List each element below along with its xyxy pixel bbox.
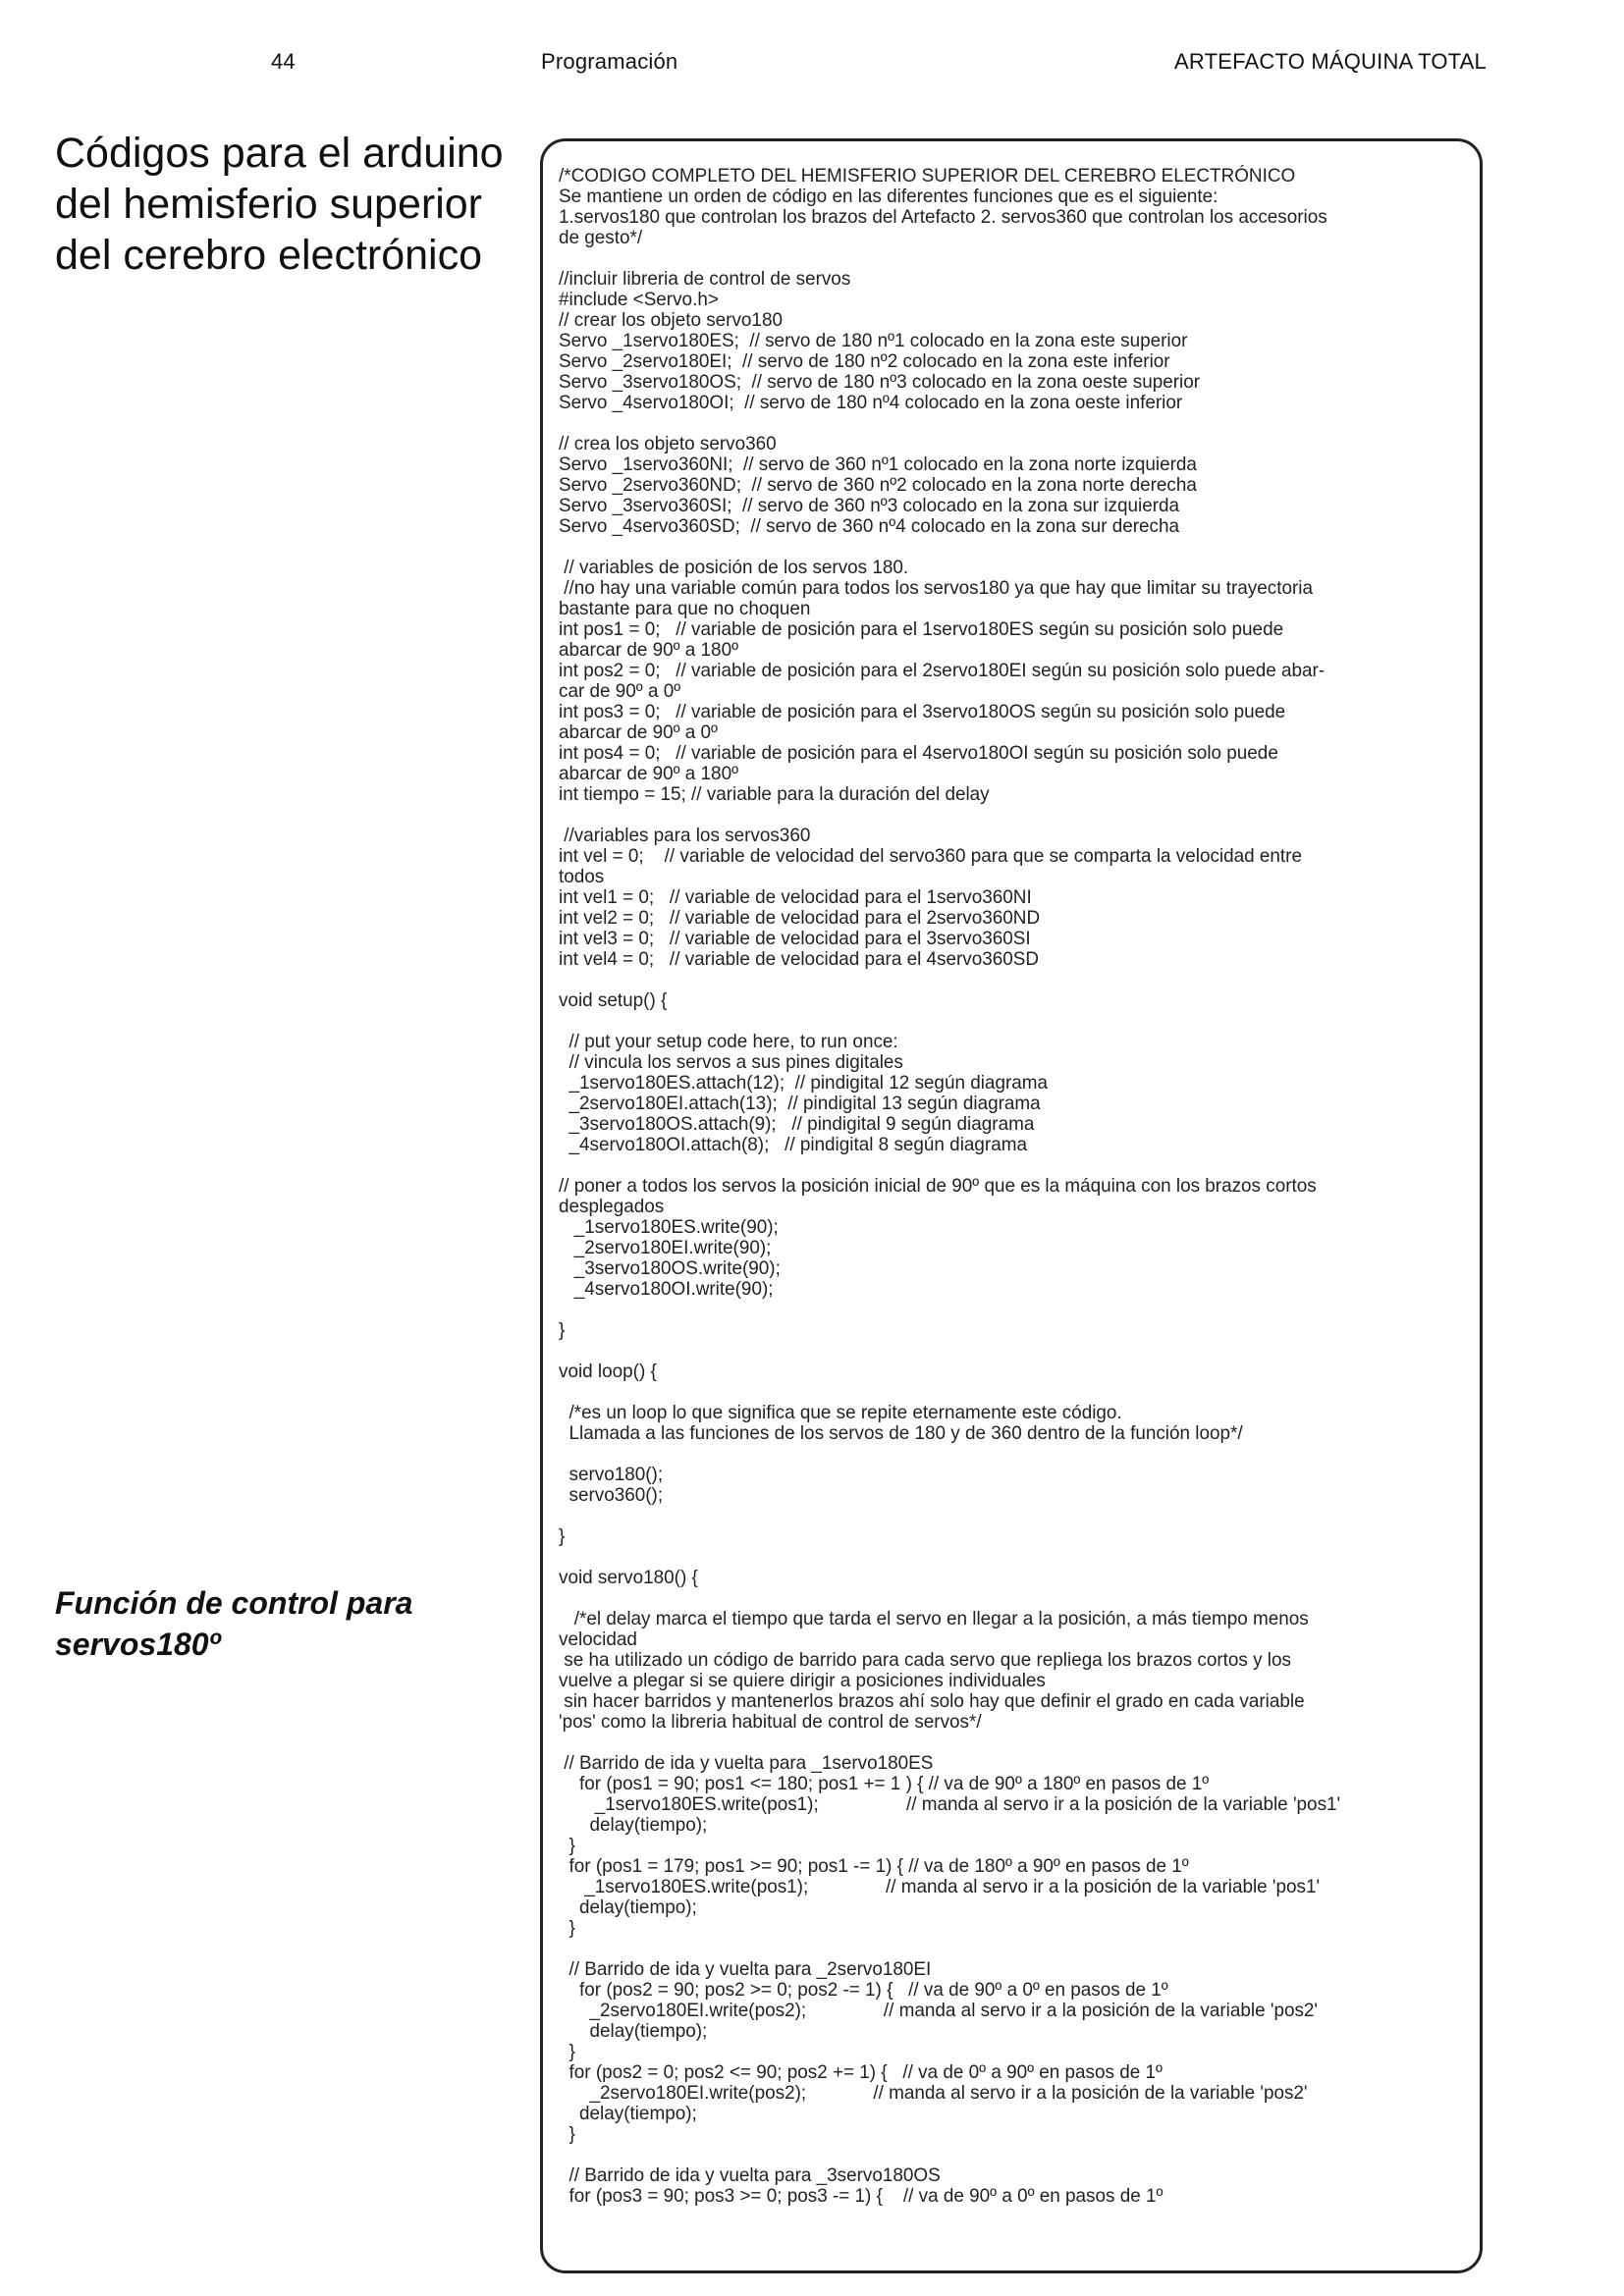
heading-line: del hemisferio superior bbox=[55, 181, 482, 228]
function-subheading bbox=[55, 1582, 448, 1665]
heading-line: del cerebro electrónico bbox=[55, 232, 483, 279]
section-name: Programación bbox=[541, 49, 678, 74]
subheading-line: Función de control para bbox=[55, 1585, 413, 1621]
heading-line: Códigos para el arduino bbox=[55, 130, 504, 177]
code-listing-box bbox=[540, 138, 1483, 2273]
subheading-line: servos180º bbox=[55, 1627, 221, 1662]
code-listing: /*CODIGO COMPLETO DEL HEMISFERIO SUPERIOR DEL CEREBRO ELECTRÓNICO Se mantiene un orden de código en las diferentes funciones que es el siguiente: 1.servos180 que controlan los brazos del Artefacto 2. servos360 que controlan los accesorios de gesto*/ //incluir libreria de control de servos #include <Servo.h> // crear los objeto servo180 Servo _1servo180ES; // servo de 180 nº1 colocado en la zona este superior Servo _2servo180EI; // servo de 180 nº2 colocado en la zona este inferior Servo _3servo180OS; // servo de 180 nº3 colocado en la zona oeste superior Servo _4servo180OI; // servo de 180 nº4 colocado en la zona oeste inferior // crea los objeto servo360 Servo _1servo360NI; // servo de 360 nº1 colocado en la zona norte izquierda Servo _2servo360ND; // servo de 360 nº2 colocado en la zona norte derecha Servo _3servo360SI; // servo de 360 nº3 colocado en la zona sur izquierda Servo _4servo360SD; // servo de 360 nº4 colocado en la zona sur derecha // variables de posición de los servos 180. //no hay una variable común para todos los servos180 ya que hay que limitar su trayectoria bastante para que no choquen int pos1 = 0; // variable de posición para el 1servo180ES según su posición solo puede abarcar de 90º a 180º int pos2 = 0; // variable de posición para el 2servo180EI según su posición solo puede abar- car de 90º a 0º int pos3 = 0; // variable de posición para el 3servo180OS según su posición solo puede abarcar de 90º a 0º int pos4 = 0; // variable de posición para el 4servo180OI según su posición solo puede abarcar de 90º a 180º int tiempo = 15; // variable para la duración del delay //variables para los servos360 int vel = 0; // variable de velocidad del servo360 para que se comparta la velocidad entre todos int vel1 = 0; // variable de velocidad para el 1servo360NI int vel2 = 0; // variable de velocidad para el 2servo360ND int vel3 = 0; // variable de velocidad para el 3servo360SI int vel4 = 0; // variable de velocidad para el 4servo360SD void setup() { // put your setup code here, to run once: // vincula los servos a sus pines digitales _1servo180ES.attach(12); // pindigital 12 según diagrama _2servo180EI.attach(13); // pindigital 13 según diagrama _3servo180OS.attach(9); // pindigital 9 según diagrama _4servo180OI.attach(8); // pindigital 8 según diagrama // poner a todos los servos la posición inicial de 90º que es la máquina con los brazos cortos desplegados _1servo180ES.write(90); _2servo180EI.write(90); _3servo180OS.write(90); _4servo180OI.write(90); } void loop() { /*es un loop lo que significa que se repite eternamente este código. Llamada a las funciones de los servos de 180 y de 360 dentro de la función loop*/ servo180(); servo360(); } void servo180() { /*el delay marca el tiempo que tarda el servo en llegar a la posición, a más tiempo menos velocidad se ha utilizado un código de barrido para cada servo que repliega los brazos cortos y los vuelve a plegar si se quiere dirigir a posiciones individuales sin hacer barridos y mantenerlos brazos ahí solo hay que definir el grado en cada variable 'pos' como la libreria habitual de control de servos*/ // Barrido de ida y vuelta para _1servo180ES for (pos1 = 90; pos1 <= 180; pos1 += 1 ) { // va de 90º a 180º en pasos de 1º _1servo180ES.write(pos1); // manda al servo ir a la posición de la variable 'pos1' delay(tiempo); } for (pos1 = 179; pos1 >= 90; pos1 -= 1) { // va de 180º a 90º en pasos de 1º _1servo180ES.write(pos1); // manda al servo ir a la posición de la variable 'pos1' delay(tiempo); } // Barrido de ida y vuelta para _2servo180EI for (pos2 = 90; pos2 >= 0; pos2 -= 1) { // va de 90º a 0º en pasos de 1º _2servo180EI.write(pos2); // manda al servo ir a la posición de la variable 'pos2' delay(tiempo); } for (pos2 = 0; pos2 <= 90; pos2 += 1) { // va de 0º a 90º en pasos de 1º _2servo180EI.write(pos2); // manda al servo ir a la posición de la variable 'pos2' delay(tiempo); } // Barrido de ida y vuelta para _3servo180OS for (pos3 = 90; pos3 >= 0; pos3 -= 1) { // va de 90º a 0º en pasos de 1º bbox=[559, 166, 1341, 2207]
book-title: ARTEFACTO MÁQUINA TOTAL bbox=[1174, 49, 1487, 74]
chapter-heading bbox=[55, 128, 526, 281]
page-number: 44 bbox=[271, 49, 296, 74]
